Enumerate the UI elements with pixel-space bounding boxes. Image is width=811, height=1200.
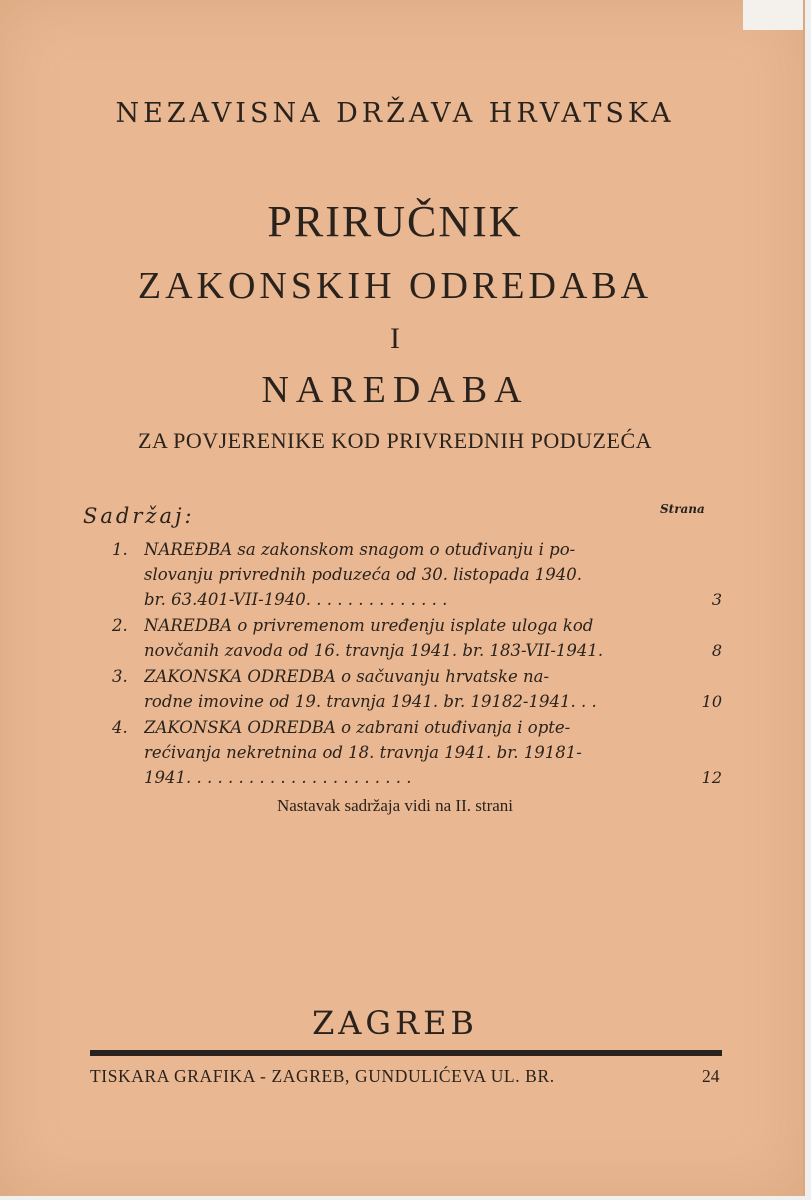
toc-item-text: novčanih zavoda od 16. travnja 1941. br. 183-VII-1941.	[144, 641, 604, 660]
continuation-note: Nastavak sadržaja vidi na II. strani	[276, 796, 514, 815]
toc-item-text: ZAKONSKA ODREDBA o sačuvanju hrvatske na-	[144, 667, 550, 686]
toc-item-text: rećivanja nekretnina od 18. travnja 1941. br. 19181-	[144, 743, 582, 762]
toc-item-number: 4.	[112, 718, 128, 737]
toc-item-page: 8	[711, 641, 722, 660]
toc-item-page: 3	[711, 590, 722, 609]
toc-title: Sadržaj:	[83, 504, 195, 528]
printer-number: 24	[702, 1066, 720, 1086]
toc-item-text: rodne imovine od 19. travnja 1941. br. 19182-1941. . .	[144, 692, 597, 711]
toc-item-page: 12	[701, 768, 722, 787]
toc-item-number: 1.	[112, 540, 128, 559]
toc-item-text: NAREĐBA sa zakonskom snagom o otuđivanju i po-	[144, 540, 576, 559]
toc-item-text: ZAKONSKA ODREDBA o zabrani otuđivanja i opte-	[144, 718, 571, 737]
title-line-1: PRIRUČNIK	[267, 197, 523, 246]
toc-item-text: NAREDBA o privremenom uređenju isplate uloga kod	[144, 616, 594, 635]
title-line-4: NAREDABA	[261, 369, 529, 411]
toc-item-4	[112, 715, 722, 790]
city: ZAGREB	[312, 1004, 478, 1042]
toc-item-text: br. 63.401-VII-1940. . . . . . . . . . . . . .	[144, 590, 448, 609]
title-line-2: ZAKONSKIH ODREDABA	[137, 265, 653, 307]
printer-info: TISKARA GRAFIKA - ZAGREB, GUNDULIĆEVA UL. BR.	[90, 1066, 555, 1086]
page-corner	[743, 0, 803, 30]
toc-item-3	[112, 664, 722, 714]
footer-rule	[90, 1050, 722, 1056]
toc-item-number: 3.	[112, 667, 128, 686]
toc-item-2	[112, 613, 722, 663]
page-column-label: Strana	[660, 502, 705, 516]
table-of-contents	[112, 537, 722, 791]
toc-item-number: 2.	[112, 616, 128, 635]
title-line-3: I	[390, 322, 400, 355]
toc-item-1	[112, 537, 722, 612]
state-name: NEZAVISNA DRŽAVA HRVATSKA	[115, 98, 675, 129]
toc-item-text: slovanju privrednih poduzeća od 30. listopada 1940.	[144, 565, 583, 584]
toc-item-page: 10	[701, 692, 722, 711]
subtitle: ZA POVJERENIKE KOD PRIVREDNIH PODUZEĆA	[138, 428, 652, 453]
toc-item-text: 1941. . . . . . . . . . . . . . . . . . . . . .	[144, 768, 412, 787]
